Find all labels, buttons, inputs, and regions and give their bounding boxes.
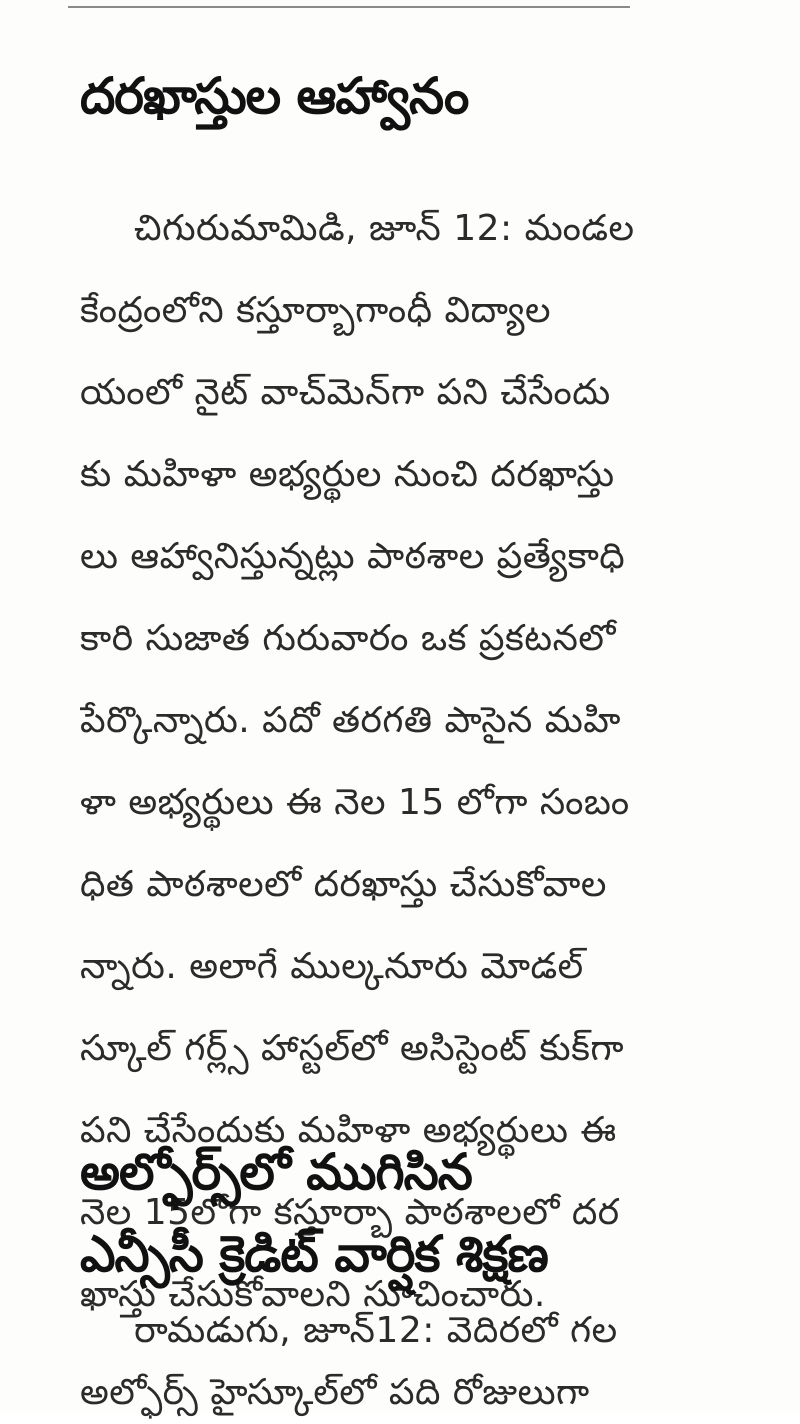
article-line: ఖాస్తు చేసుకోవాలని సూచించారు.: [80, 1274, 546, 1315]
article-line: ధిత పాఠశాలలో దరఖాస్తు చేసుకోవాల: [80, 864, 607, 905]
column-divider: [68, 6, 630, 8]
article-line: కు మహిళా అభ్యర్థుల నుంచి దరఖాస్తు: [80, 454, 615, 495]
second-article-body: [80, 1300, 728, 1424]
article-line: న్నారు. అలాగే ముల్కనూరు మోడల్: [80, 946, 584, 987]
article-line: నెల 15లోగా కస్తూర్బా పాఠశాలలో దర: [80, 1192, 620, 1233]
article-line: లు ఆహ్వానిస్తున్నట్లు పాఠశాల ప్రత్యేకాధి: [80, 536, 626, 577]
article-line: యంలో నైట్ వాచ్‌మెన్‌గా పని చేసేందు: [80, 372, 611, 413]
article-line: కేంద్రంలోని కస్తూర్బాగాంధీ విద్యాల: [80, 290, 551, 331]
second-article-headline-line-2: ఎన్సీసీ క్రెడిట్ వార్షిక శిక్షణ: [80, 1225, 548, 1283]
article-line: రామడుగు, జూన్12: వెదిరలో గల: [134, 1310, 618, 1351]
article-headline: దరఖాస్తుల ఆహ్వానం: [80, 67, 469, 125]
article-line: చిగురుమామిడి, జూన్ 12: మండల: [134, 208, 635, 249]
article-line: ళా అభ్యర్థులు ఈ నెల 15 లోగా సంబం: [80, 782, 630, 823]
article-line: కారి సుజాత గురువారం ఒక ప్రకటనలో: [80, 618, 616, 659]
second-article-headline-line-1: అల్ఫోర్స్‌లో ముగిసిన: [80, 1143, 472, 1201]
article-line: పని చేసేందుకు మహిళా అభ్యర్థులు ఈ: [80, 1110, 617, 1151]
article-line: అల్ఫోర్స్ హైస్కూల్‌లో పది రోజులుగా: [80, 1372, 590, 1413]
article-line: పేర్కొన్నారు. పదో తరగతి పాసైన మహి: [80, 700, 621, 741]
article-line: స్కూల్ గర్ల్స్ హాస్టల్‌లో అసిస్టెంట్ కుక్‌గా: [80, 1028, 625, 1069]
